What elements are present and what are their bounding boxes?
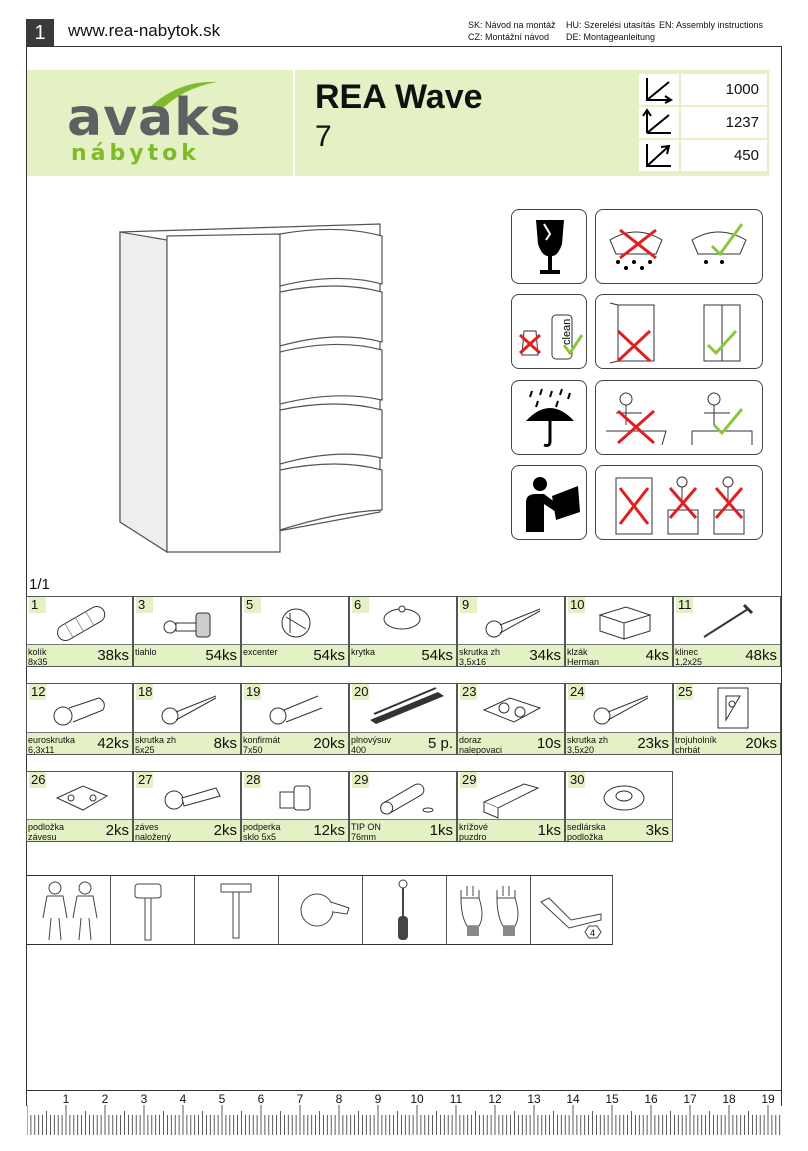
part-qty: 20ks (313, 735, 345, 752)
ruler-number: 5 (218, 1092, 226, 1106)
part-number: 6 (352, 597, 369, 613)
part-number: 9 (460, 597, 477, 613)
hammer-icon (195, 876, 279, 945)
part-qty: 38ks (97, 647, 129, 664)
screwdriver-icon (363, 876, 447, 945)
ruler-number: 13 (527, 1092, 541, 1106)
part-qty: 54ks (421, 647, 453, 664)
part-label-bar (350, 732, 456, 754)
rubber-mallet-icon (111, 876, 195, 945)
dimension-height-value: 1237 (681, 107, 767, 138)
part-number: 20 (354, 684, 369, 699)
part-number: 25 (678, 684, 693, 699)
part-qty: 54ks (205, 647, 237, 664)
part-number: 28 (246, 772, 261, 787)
part-label-bar (134, 819, 240, 841)
part-name: doraz nalepovaci (459, 735, 503, 755)
part-18 (133, 683, 241, 755)
part-number: 27 (138, 772, 153, 787)
part-3 (133, 596, 241, 667)
part-28 (241, 771, 349, 842)
part-qty: 10s (536, 735, 561, 752)
part-name: TIP ON 76mm (351, 822, 381, 842)
ruler-number: 3 (140, 1092, 148, 1106)
part-number: 24 (570, 684, 585, 699)
cabinet-illustration (112, 222, 392, 557)
tools-strip (27, 875, 613, 945)
product-banner (27, 70, 769, 176)
part-name: klzák Herman (567, 647, 600, 667)
part-name: klinec 1,2x25 (675, 647, 703, 667)
part-qty: 48ks (745, 647, 777, 664)
part-19 (241, 683, 349, 755)
part-label-bar (134, 644, 240, 666)
width-arrow-icon (639, 74, 679, 105)
gloves-icon (447, 876, 531, 945)
part-name: excenter (243, 647, 278, 657)
part-26 (26, 771, 133, 842)
dimension-width-value: 1000 (681, 74, 767, 105)
dimension-height (639, 107, 767, 140)
page-number: 1 (26, 19, 54, 47)
part-24 (565, 683, 673, 755)
part-name: skrutka zh 3,5x20 (567, 735, 609, 755)
lang-sk: SK: Návod na montáž (468, 20, 556, 30)
part-qty: 34ks (529, 647, 561, 664)
two-people-icon (27, 876, 111, 945)
part-29 (349, 771, 457, 842)
logo-brand: avaks (67, 88, 242, 148)
part-30 (565, 771, 673, 842)
part-label-bar (458, 819, 564, 841)
no-stand-on-furniture-icon (595, 465, 763, 540)
part-qty: 23ks (637, 735, 669, 752)
part-number: 26 (31, 772, 46, 787)
ruler-number: 8 (335, 1092, 343, 1106)
part-25 (673, 683, 781, 755)
part-number: 29 (354, 772, 369, 787)
assembly-surface-icon (595, 380, 763, 455)
part-number: 1 (29, 597, 46, 613)
ruler-number: 4 (179, 1092, 187, 1106)
ruler-number: 12 (488, 1092, 502, 1106)
part-29b (457, 771, 565, 842)
part-number: 19 (246, 684, 261, 699)
part-name: skrutka zh 3,5x16 (459, 647, 501, 667)
part-label-bar (27, 819, 132, 841)
lang-cz: CZ: Montážní návod (468, 32, 550, 42)
part-label-bar (458, 732, 564, 754)
part-qty: 3ks (645, 822, 669, 839)
part-number: 12 (31, 684, 46, 699)
dimensions-table (639, 74, 767, 173)
part-1 (26, 596, 133, 667)
part-number: 30 (570, 772, 585, 787)
product-title: REA Wave (315, 78, 483, 116)
fragile-glass-icon (511, 209, 587, 284)
frame-left (26, 46, 27, 1106)
ruler-number: 15 (605, 1092, 619, 1106)
part-label-bar (674, 732, 780, 754)
read-instructions-icon (511, 465, 587, 540)
ruler-number: 6 (257, 1092, 265, 1106)
logo-subtitle: nábytok (71, 141, 200, 166)
measurement-ruler (27, 1090, 781, 1134)
part-name: podperka sklo 5x5 (243, 822, 281, 842)
part-23 (457, 683, 565, 755)
tape-measure-icon (279, 876, 363, 945)
part-name: záves naložený (135, 822, 172, 842)
part-name: krížové puzdro (459, 822, 489, 842)
height-arrow-icon (639, 107, 679, 138)
website-url[interactable]: www.rea-nabytok.sk (68, 21, 221, 40)
part-name: sedlárska podložka (567, 822, 606, 842)
part-name: plnovýsuv 400 (351, 735, 392, 755)
part-qty: 54ks (313, 647, 345, 664)
cleaning-agent-icon (511, 294, 587, 369)
part-qty: 20ks (745, 735, 777, 752)
ruler-number: 7 (296, 1092, 304, 1106)
dimension-depth (639, 140, 767, 173)
part-qty: 2ks (105, 822, 129, 839)
part-12 (26, 683, 133, 755)
part-number: 23 (462, 684, 477, 699)
part-label-bar (566, 819, 672, 841)
part-number: 3 (136, 597, 153, 613)
brand-logo (27, 70, 295, 176)
hex-key-size: 4 (590, 928, 596, 938)
part-name: tiahlo (135, 647, 157, 657)
part-label-bar (350, 644, 456, 666)
part-label-bar (458, 644, 564, 666)
ruler-number: 9 (374, 1092, 382, 1106)
part-name: skrutka zh 5x25 (135, 735, 177, 755)
part-label-bar (27, 732, 132, 754)
part-qty: 42ks (97, 735, 129, 752)
part-label-bar (674, 644, 780, 666)
part-label-bar (242, 732, 348, 754)
svg-text:clean: clean (561, 318, 573, 345)
part-10 (565, 596, 673, 667)
ruler-number: 17 (683, 1092, 697, 1106)
part-label-bar (242, 644, 348, 666)
part-label-bar (350, 819, 456, 841)
ruler-number: 19 (761, 1092, 775, 1106)
lang-en: EN: Assembly instructions (659, 20, 764, 30)
part-20 (349, 683, 457, 755)
part-qty: 1ks (429, 822, 453, 839)
part-9 (457, 596, 565, 667)
part-11 (673, 596, 781, 667)
wall-anchor-icon (595, 294, 763, 369)
part-name: konfirmát 7x50 (243, 735, 281, 755)
page-fraction: 1/1 (29, 576, 50, 593)
ruler-number: 10 (410, 1092, 424, 1106)
product-variant: 7 (315, 120, 332, 153)
part-name: euroskrutka 6,3x11 (28, 735, 76, 755)
part-name: kolík 8x35 (28, 647, 48, 667)
part-number: 5 (244, 597, 261, 613)
ruler-number: 11 (449, 1092, 463, 1106)
ruler-number: 18 (722, 1092, 736, 1106)
part-label-bar (242, 819, 348, 841)
ruler-number: 16 (644, 1092, 658, 1106)
part-qty: 4ks (645, 647, 669, 664)
part-number: 10 (570, 597, 585, 612)
frame-right (781, 46, 782, 1106)
part-qty: 2ks (213, 822, 237, 839)
lang-de: DE: Montageanleitung (566, 32, 656, 42)
keep-dry-umbrella-icon (511, 380, 587, 455)
part-number: 11 (678, 597, 692, 612)
part-qty: 8ks (213, 735, 237, 752)
depth-arrow-icon (639, 140, 679, 171)
wet-cleaning-warning-icon (595, 209, 763, 284)
part-label-bar (134, 732, 240, 754)
part-6 (349, 596, 457, 667)
header-divider (26, 46, 782, 47)
hex-key-icon (531, 876, 613, 945)
part-name: trojuholník chrbát (675, 735, 717, 755)
part-qty: 1ks (537, 822, 561, 839)
part-name: podložka závesu (28, 822, 65, 842)
ruler-number: 14 (566, 1092, 580, 1106)
part-number: 29 (462, 772, 477, 787)
part-qty: 12ks (313, 822, 345, 839)
part-label-bar (566, 644, 672, 666)
part-27 (133, 771, 241, 842)
dimension-width (639, 74, 767, 107)
part-label-bar (566, 732, 672, 754)
lang-hu: HU: Szerelési utasítás (566, 20, 656, 30)
part-5 (241, 596, 349, 667)
part-name: krytka (351, 647, 376, 657)
part-qty: 5 p. (427, 735, 453, 752)
dimension-depth-value: 450 (681, 140, 767, 171)
ruler-number: 2 (101, 1092, 109, 1106)
ruler-number: 1 (62, 1092, 70, 1106)
part-number: 18 (138, 684, 153, 699)
part-label-bar (27, 644, 132, 666)
